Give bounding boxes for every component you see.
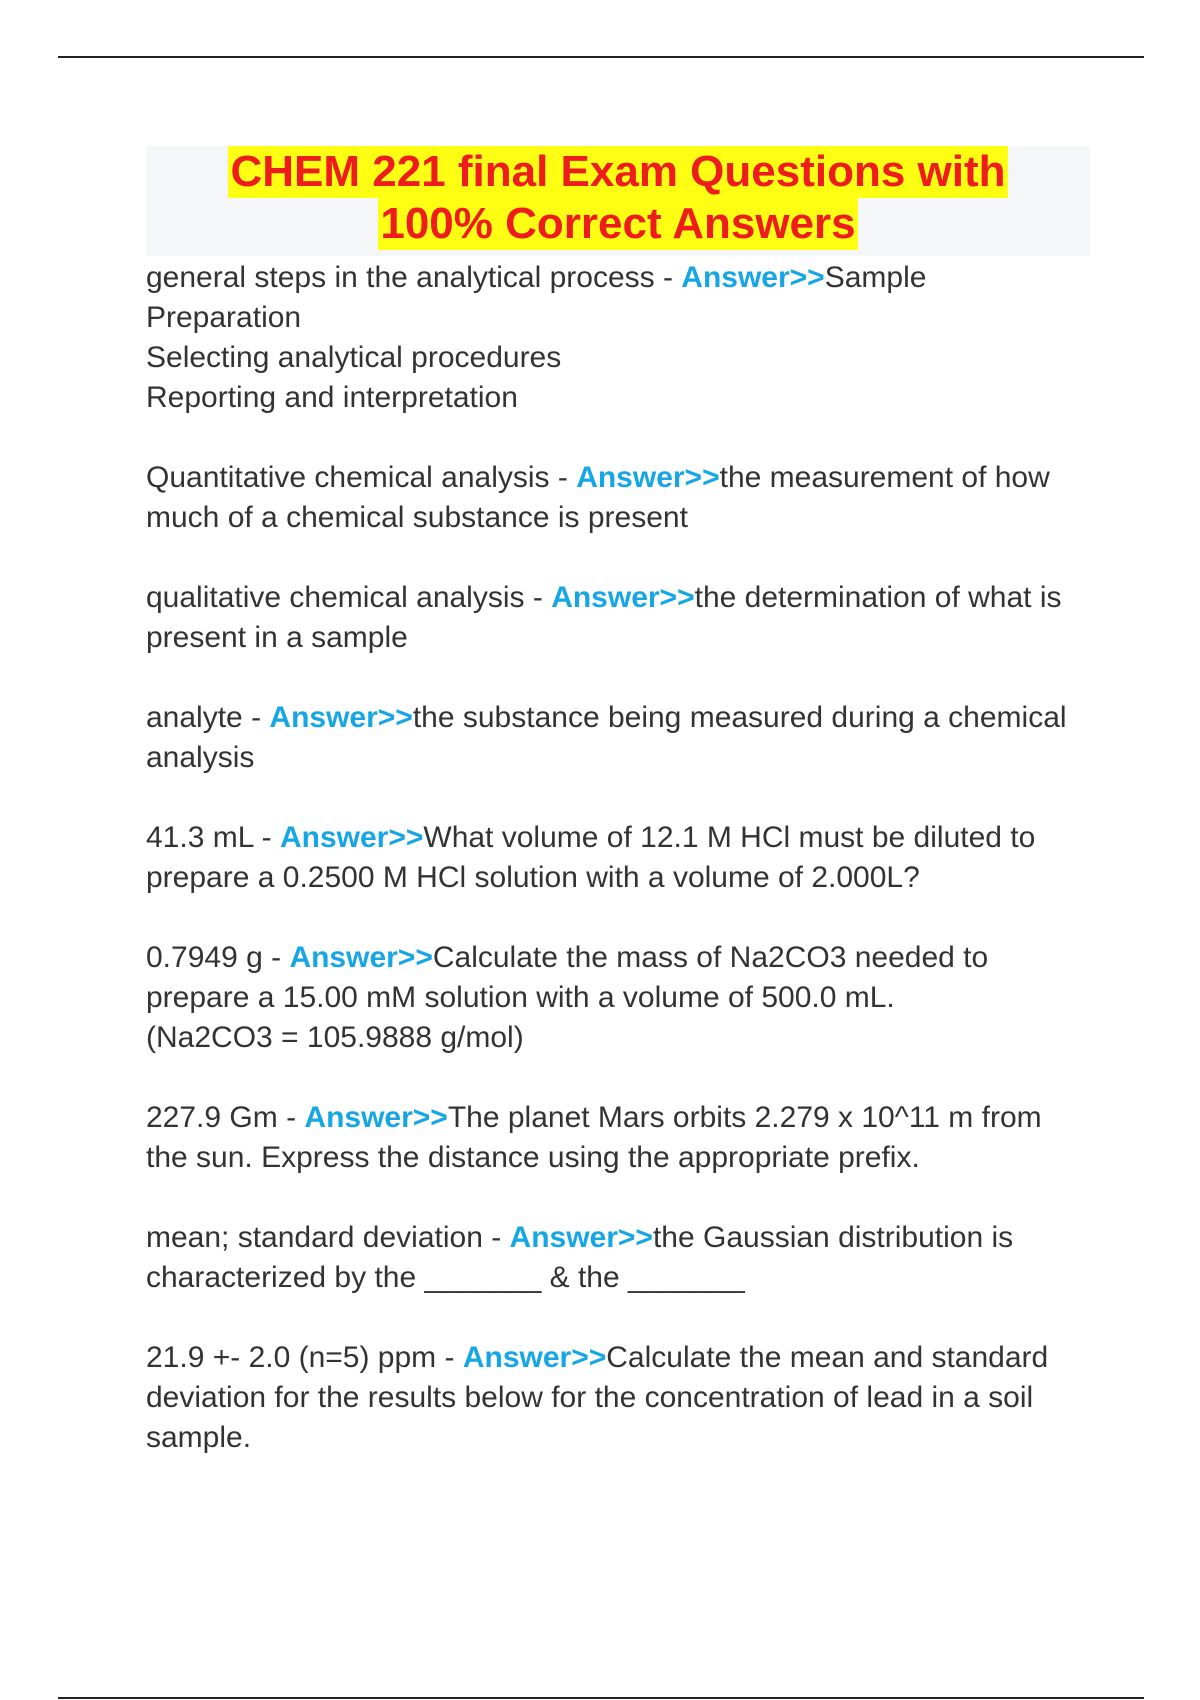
qa-item bbox=[146, 458, 1090, 538]
answer-marker: Answer>> bbox=[681, 261, 825, 294]
qa-term: 21.9 +- 2.0 (n=5) ppm - bbox=[146, 1341, 463, 1374]
qa-answer-line: (Na2CO3 = 105.9888 g/mol) bbox=[146, 1021, 524, 1054]
answer-marker: Answer>> bbox=[289, 941, 433, 974]
answer-marker: Answer>> bbox=[279, 821, 424, 854]
qa-term: analyte - bbox=[146, 701, 270, 734]
qa-answer-line: Selecting analytical procedures bbox=[146, 341, 562, 374]
qa-answer: the determination of what is present in a sample bbox=[146, 581, 1062, 654]
qa-answer-line: Reporting and interpretation bbox=[146, 381, 518, 414]
qa-item bbox=[146, 1338, 1090, 1458]
qa-term: Quantitative chemical analysis - bbox=[146, 461, 577, 494]
answer-marker: Answer>> bbox=[509, 1221, 653, 1254]
bottom-rule bbox=[58, 1697, 1144, 1699]
title-line-1: CHEM 221 final Exam Questions with bbox=[230, 147, 1006, 196]
top-rule bbox=[58, 56, 1144, 58]
qa-list bbox=[146, 258, 1090, 1498]
qa-answer: What volume of 12.1 M HCl must be diluted to prepare a 0.2500 M HCl solution with a volume of 2.000L? bbox=[146, 821, 1036, 894]
qa-term: qualitative chemical analysis - bbox=[146, 581, 552, 614]
qa-term: 227.9 Gm - bbox=[146, 1101, 305, 1134]
qa-item bbox=[146, 258, 1090, 418]
answer-marker: Answer>> bbox=[304, 1101, 448, 1134]
qa-answer: Calculate the mass of Na2CO3 needed to prepare a 15.00 mM solution with a volume of 500.0 mL. bbox=[146, 941, 989, 1014]
qa-item bbox=[146, 818, 1090, 898]
qa-answer: the substance being measured during a chemical analysis bbox=[146, 701, 1067, 774]
answer-marker: Answer>> bbox=[462, 1341, 607, 1374]
qa-item bbox=[146, 578, 1090, 658]
qa-item bbox=[146, 938, 1090, 1058]
qa-item bbox=[146, 1218, 1090, 1298]
answer-marker: Answer>> bbox=[576, 461, 720, 494]
qa-answer: Sample bbox=[824, 261, 927, 294]
document-title bbox=[146, 146, 1090, 256]
answer-marker: Answer>> bbox=[269, 701, 413, 734]
qa-term: mean; standard deviation - bbox=[146, 1221, 510, 1254]
qa-answer-line: Preparation bbox=[146, 301, 302, 334]
title-line-2: 100% Correct Answers bbox=[380, 199, 856, 248]
qa-answer: The planet Mars orbits 2.279 x 10^11 m from the sun. Express the distance using the appropriate prefix. bbox=[146, 1101, 1042, 1174]
answer-marker: Answer>> bbox=[551, 581, 695, 614]
qa-item bbox=[146, 1098, 1090, 1178]
qa-answer: Calculate the mean and standard deviation for the results below for the concentration of lead in a soil sample. bbox=[146, 1341, 1049, 1454]
qa-answer: the measurement of how much of a chemical substance is present bbox=[146, 461, 1050, 534]
qa-term: general steps in the analytical process - bbox=[146, 261, 682, 294]
qa-term: 41.3 mL - bbox=[146, 821, 280, 854]
qa-item bbox=[146, 698, 1090, 778]
qa-answer: the Gaussian distribution is characterized by the _______ & the _______ bbox=[146, 1221, 1014, 1294]
qa-term: 0.7949 g - bbox=[146, 941, 290, 974]
